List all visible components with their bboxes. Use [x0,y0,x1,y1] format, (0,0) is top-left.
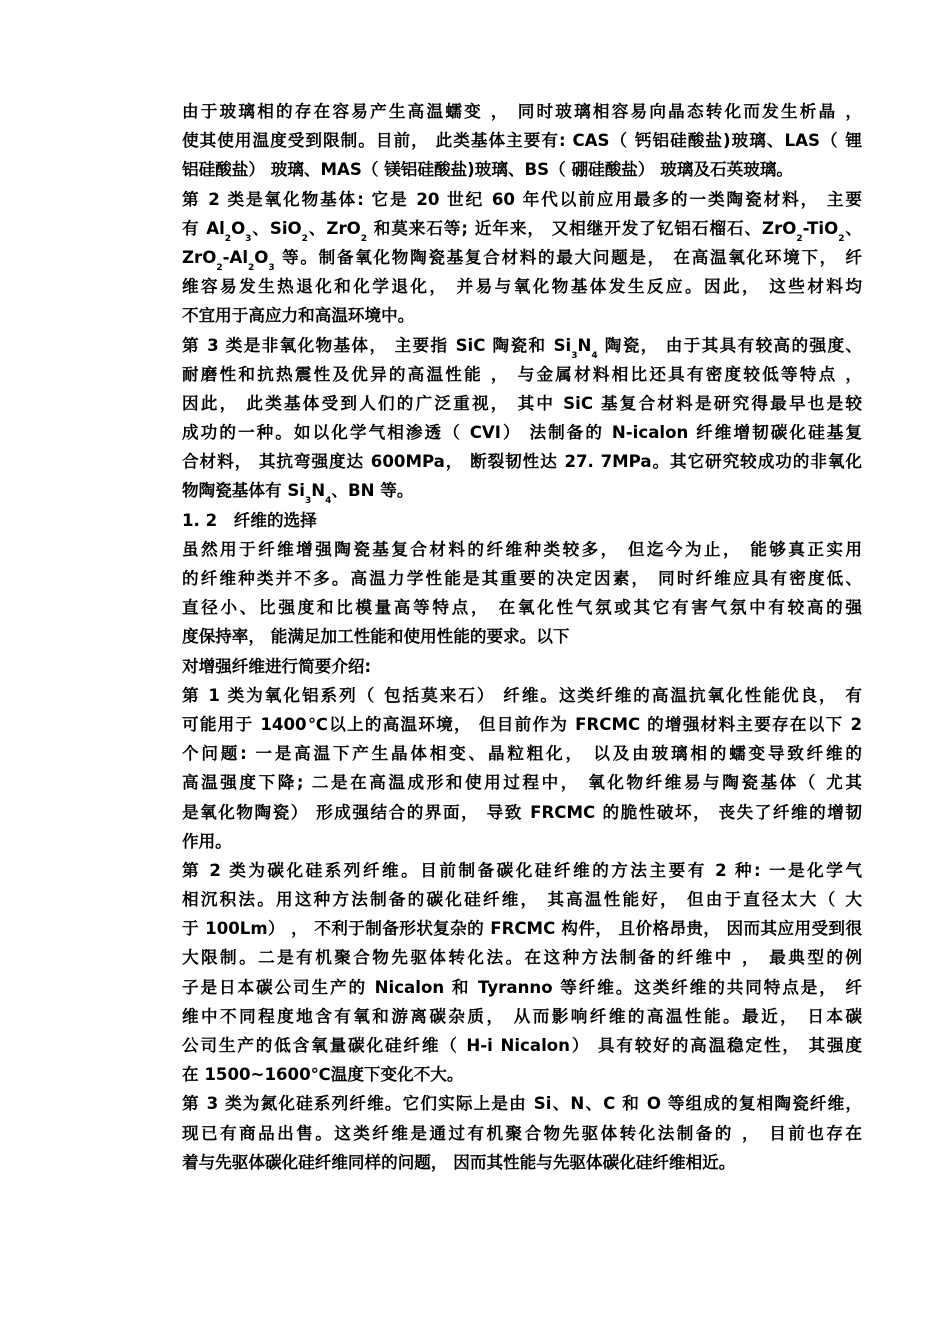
text-line [182,243,862,272]
text-segment: 、 [844,218,863,238]
text-line: 第 2 类是氧化物基体: 它是 20 世纪 60 年代以前应用最多的一类陶瓷材料， 主要 [182,189,862,209]
subscript: 2 [301,233,308,244]
text-segment: 第 3 类是非氧化物基体， 主要指 SiC 陶瓷和 Si [182,335,572,355]
text-line: 作用。 [182,831,232,851]
text-line: 于 100Lm） ， 不利于制备形状复杂的 FRCMC 构件， 且价格昂贵， 因而其应用受到很 [182,919,862,939]
text-segment: O [254,247,269,267]
subscript: 3 [245,233,252,244]
text-line: 高温强度下降; 二是在高温成形和使用过程中， 氧化物纤维易与陶瓷基体（ 尤其 [182,773,862,793]
text-segment: N [577,335,592,355]
text-line: 使其使用温度受到限制。目前， 此类基体主要有: CAS（ 钙铝硅酸盐)玻璃、LAS（ 锂 [182,131,862,151]
text-line: 相沉积法。用这种方法制备的碳化硅纤维， 其高温性能好， 但由于直径太大（ 大 [182,890,862,910]
text-segment: -Al [222,247,249,267]
text-segment: 、SiO [251,218,302,238]
subscript: 4 [325,496,332,507]
text-line: 现已有商品出售。这类纤维是通过有机聚合物先驱体转化法制备的 ， 目前也存在 [182,1123,862,1143]
subscript: 2 [224,233,232,244]
text-line: 可能用于 1400℃以上的高温环境， 但目前作为 FRCMC 的增强材料主要存在以下 2 [182,714,862,734]
text-line: 1. 2 纤维的选择 [182,510,317,530]
text-line: 由于玻璃相的存在容易产生高温蠕变 ， 同时玻璃相容易向晶态转化而发生析晶 ， [182,102,862,121]
text-line: 成功的一种。如以化学气相渗透（ CVI） 法制备的 N-icalon 纤维增韧碳化硅基复 [182,423,862,443]
text-line: 个问题: 一是高温下产生晶体相变、晶粒粗化， 以及由玻璃相的蠕变导致纤维的 [182,744,862,764]
text-segment: ZrO [182,247,217,267]
text-segment: 、BN 等。 [331,481,414,501]
text-line: 虽然用于纤维增强陶瓷基复合材料的纤维种类较多， 但迄今为止， 能够真正实用 [182,539,862,559]
text-line: 在 1500~1600℃温度下变化不大。 [182,1065,464,1085]
text-line: 第 2 类为碳化硅系列纤维。目前制备碳化硅纤维的方法主要有 2 种: 一是化学气 [182,860,862,880]
text-line: 子是日本碳公司生产的 Nicalon 和 Tyranno 等纤维。这类纤维的共同特点是， 纤 [182,977,862,997]
text-line [182,214,862,243]
document-body [182,97,862,1177]
text-line: 对增强纤维进行简要介绍: [182,656,372,676]
text-line: 不宜用于高应力和高温环境中。 [182,306,415,326]
text-line: 维容易发生热退化和化学退化， 并易与氧化物基体发生反应。因此， 这些材料均 [182,277,862,297]
subscript: 3 [304,496,312,507]
subscript: 2 [216,262,223,273]
text-line: 的纤维种类并不多。高温力学性能是其重要的决定因素， 同时纤维应具有密度低、 [182,569,862,588]
text-line: 第 3 类为氮化硅系列纤维。它们实际上是由 Si、N、C 和 O 等组成的复相陶瓷纤维， [182,1094,862,1114]
text-line: 公司生产的低含氧量碳化硅纤维（ H-i Nicalon） 具有较好的高温稳定性， 其强度 [182,1036,862,1055]
text-line: 铝硅酸盐） 玻璃、MAS（ 镁铝硅酸盐)玻璃、BS（ 硼硅酸盐） 玻璃及石英玻璃。 [182,160,794,180]
text-segment: N [311,481,326,501]
text-segment: -TiO [802,218,839,238]
subscript: 2 [248,262,255,273]
text-line: 大限制。二是有机聚合物先驱体转化法。在这种方法制备的纤维中 ， 最典型的例 [182,948,862,968]
subscript: 4 [591,350,598,361]
subscript: 3 [571,350,578,361]
text-line: 是氧化物陶瓷） 形成强结合的界面， 导致 FRCMC 的脆性破坏， 丧失了纤维的增韧 [182,802,862,822]
text-line: 维中不同程度地含有氧和游离碳杂质， 从而影响纤维的高温性能。最近， 日本碳 [182,1006,862,1026]
text-line: 第 1 类为氧化铝系列（ 包括莫来石） 纤维。这类纤维的高温抗氧化性能优良， 有 [182,685,862,705]
text-segment: 有 Al [182,218,225,238]
text-line: 直径小、比强度和比模量高等特点， 在氧化性气氛或其它有害气氛中有较高的强 [182,598,862,618]
subscript: 2 [796,233,803,244]
text-line: 合材料， 其抗弯强度达 600MPa， 断裂韧性达 27. 7MPa。其它研究较成功的非氧化 [182,452,862,472]
text-line: 度保持率， 能满足加工性能和使用性能的要求。以下 [182,627,570,647]
text-line [182,476,862,505]
text-segment: 物陶瓷基体有 Si [182,481,305,501]
text-line [182,331,862,360]
subscript: 3 [268,262,275,273]
text-segment: O [231,218,246,238]
text-segment: 和莫来石等; 近年来， 又相继开发了钇铝石榴石、ZrO [367,218,797,238]
text-line: 耐磨性和抗热震性及优异的高温性能 ， 与金属材料相比还具有密度较低等特点 ， [182,364,862,384]
subscript: 2 [360,233,368,244]
text-line: 着与先驱体碳化硅纤维同样的问题， 因而其性能与先驱体碳化硅纤维相近。 [182,1152,736,1172]
text-line: 因此， 此类基体受到人们的广泛重视， 其中 SiC 基复合材料是研究得最早也是较 [182,393,862,413]
text-segment: 、ZrO [307,218,361,238]
text-segment: 陶瓷， 由于其具有较高的强度、 [597,335,862,355]
subscript: 2 [838,233,845,244]
text-segment: 等。制备氧化物陶瓷基复合材料的最大问题是， 在高温氧化环境下， 纤 [274,247,862,267]
